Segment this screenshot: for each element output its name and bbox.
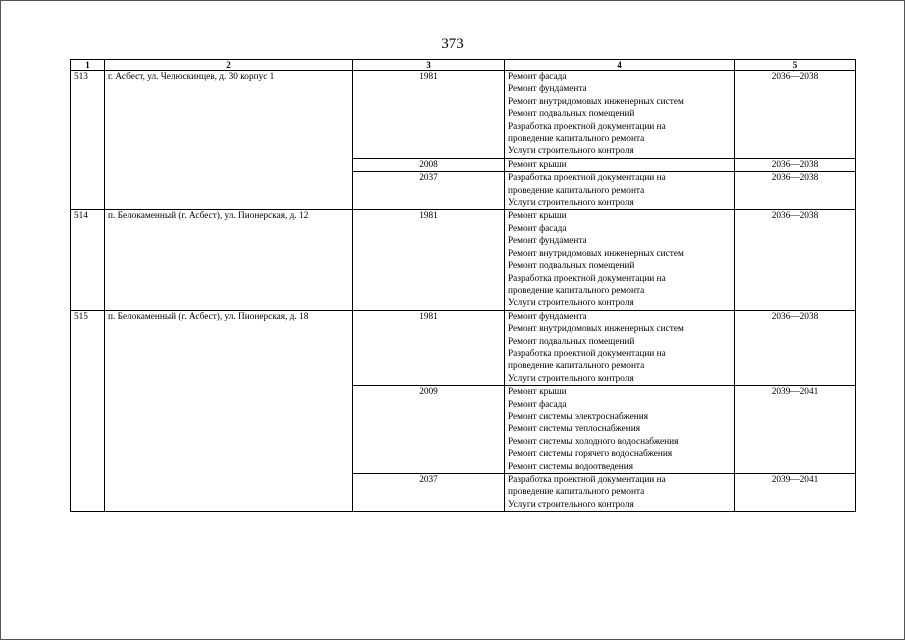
header-row [71, 60, 856, 71]
table-row [71, 310, 856, 385]
work-item: проведение капитального ремонта [508, 361, 645, 372]
year-cell: 2037 [353, 474, 505, 512]
year-cell: 1981 [353, 71, 505, 159]
works-cell [505, 172, 735, 210]
work-item: Разработка проектной документации на [508, 121, 666, 132]
work-item: Ремонт подвальных помещений [508, 336, 635, 347]
period-cell: 2036—2038 [735, 158, 856, 171]
work-item: проведение капитального ремонта [508, 134, 645, 145]
period-cell: 2039—2041 [735, 474, 856, 512]
address-cell: г. Асбест, ул. Челюскинцев, д. 30 корпус 1 [105, 71, 353, 210]
address-cell: п. Белокаменный (г. Асбест), ул. Пионерская, д. 12 [105, 210, 353, 310]
work-item: Ремонт крыши [508, 211, 567, 222]
column-header: 4 [505, 60, 735, 71]
work-item: Ремонт фундамента [508, 236, 587, 247]
work-item: Ремонт системы электроснабжения [508, 411, 649, 422]
table-row [71, 71, 856, 159]
period-cell: 2036—2038 [735, 172, 856, 210]
column-header: 5 [735, 60, 856, 71]
row-number: 514 [71, 210, 105, 310]
work-item: Ремонт фасада [508, 72, 567, 82]
works-cell [505, 210, 735, 310]
table-row [71, 210, 856, 310]
works-cell [505, 158, 735, 171]
table-body [71, 71, 856, 512]
row-number: 513 [71, 71, 105, 210]
work-item: Ремонт фасада [508, 399, 567, 410]
work-item: Ремонт системы водоотведения [508, 461, 634, 472]
year-cell: 1981 [353, 310, 505, 385]
work-item: Ремонт системы холодного водоснабжения [508, 436, 679, 447]
work-item: проведение капитального ремонта [508, 487, 645, 498]
work-item: Ремонт фундамента [508, 84, 587, 95]
work-item: Ремонт системы теплоснабжения [508, 424, 641, 435]
work-item: Разработка проектной документации на [508, 475, 666, 485]
period-cell: 2036—2038 [735, 210, 856, 310]
work-item: Разработка проектной документации на [508, 273, 666, 284]
works-cell [505, 474, 735, 512]
work-item: Ремонт системы горячего водоснабжения [508, 449, 673, 460]
column-header: 2 [105, 60, 353, 71]
work-item: Услуги строительного контроля [508, 499, 634, 510]
column-header: 3 [353, 60, 505, 71]
work-item: Разработка проектной документации на [508, 173, 666, 184]
repair-schedule-table [70, 59, 856, 512]
work-item: Ремонт подвальных помещений [508, 109, 635, 120]
work-item: Ремонт крыши [508, 159, 567, 170]
year-cell: 2037 [353, 172, 505, 210]
year-cell: 2008 [353, 158, 505, 171]
works-cell [505, 71, 735, 159]
work-item: Разработка проектной документации на [508, 348, 666, 359]
work-item: Ремонт внутридомовых инженерных систем [508, 248, 684, 259]
column-header: 1 [71, 60, 105, 71]
year-cell: 1981 [353, 210, 505, 310]
work-item: Услуги строительного контроля [508, 298, 634, 309]
works-cell [505, 310, 735, 385]
row-number: 515 [71, 310, 105, 512]
work-item: Услуги строительного контроля [508, 146, 634, 157]
period-cell: 2036—2038 [735, 71, 856, 159]
work-item: Ремонт внутридомовых инженерных систем [508, 96, 684, 107]
work-item: Ремонт внутридомовых инженерных систем [508, 324, 684, 335]
period-cell: 2039—2041 [735, 386, 856, 474]
work-item: Ремонт крыши [508, 387, 567, 398]
work-item: проведение капитального ремонта [508, 185, 645, 196]
work-item: Ремонт фасада [508, 223, 567, 234]
year-cell: 2009 [353, 386, 505, 474]
page-number: 373 [441, 36, 464, 52]
work-item: Услуги строительного контроля [508, 198, 634, 209]
work-item: проведение капитального ремонта [508, 285, 645, 296]
works-cell [505, 386, 735, 474]
work-item: Ремонт подвальных помещений [508, 261, 635, 272]
address-cell: п. Белокаменный (г. Асбест), ул. Пионерская, д. 18 [105, 310, 353, 512]
period-cell: 2036—2038 [735, 310, 856, 385]
work-item: Услуги строительного контроля [508, 373, 634, 384]
work-item: Ремонт фундамента [508, 311, 587, 322]
